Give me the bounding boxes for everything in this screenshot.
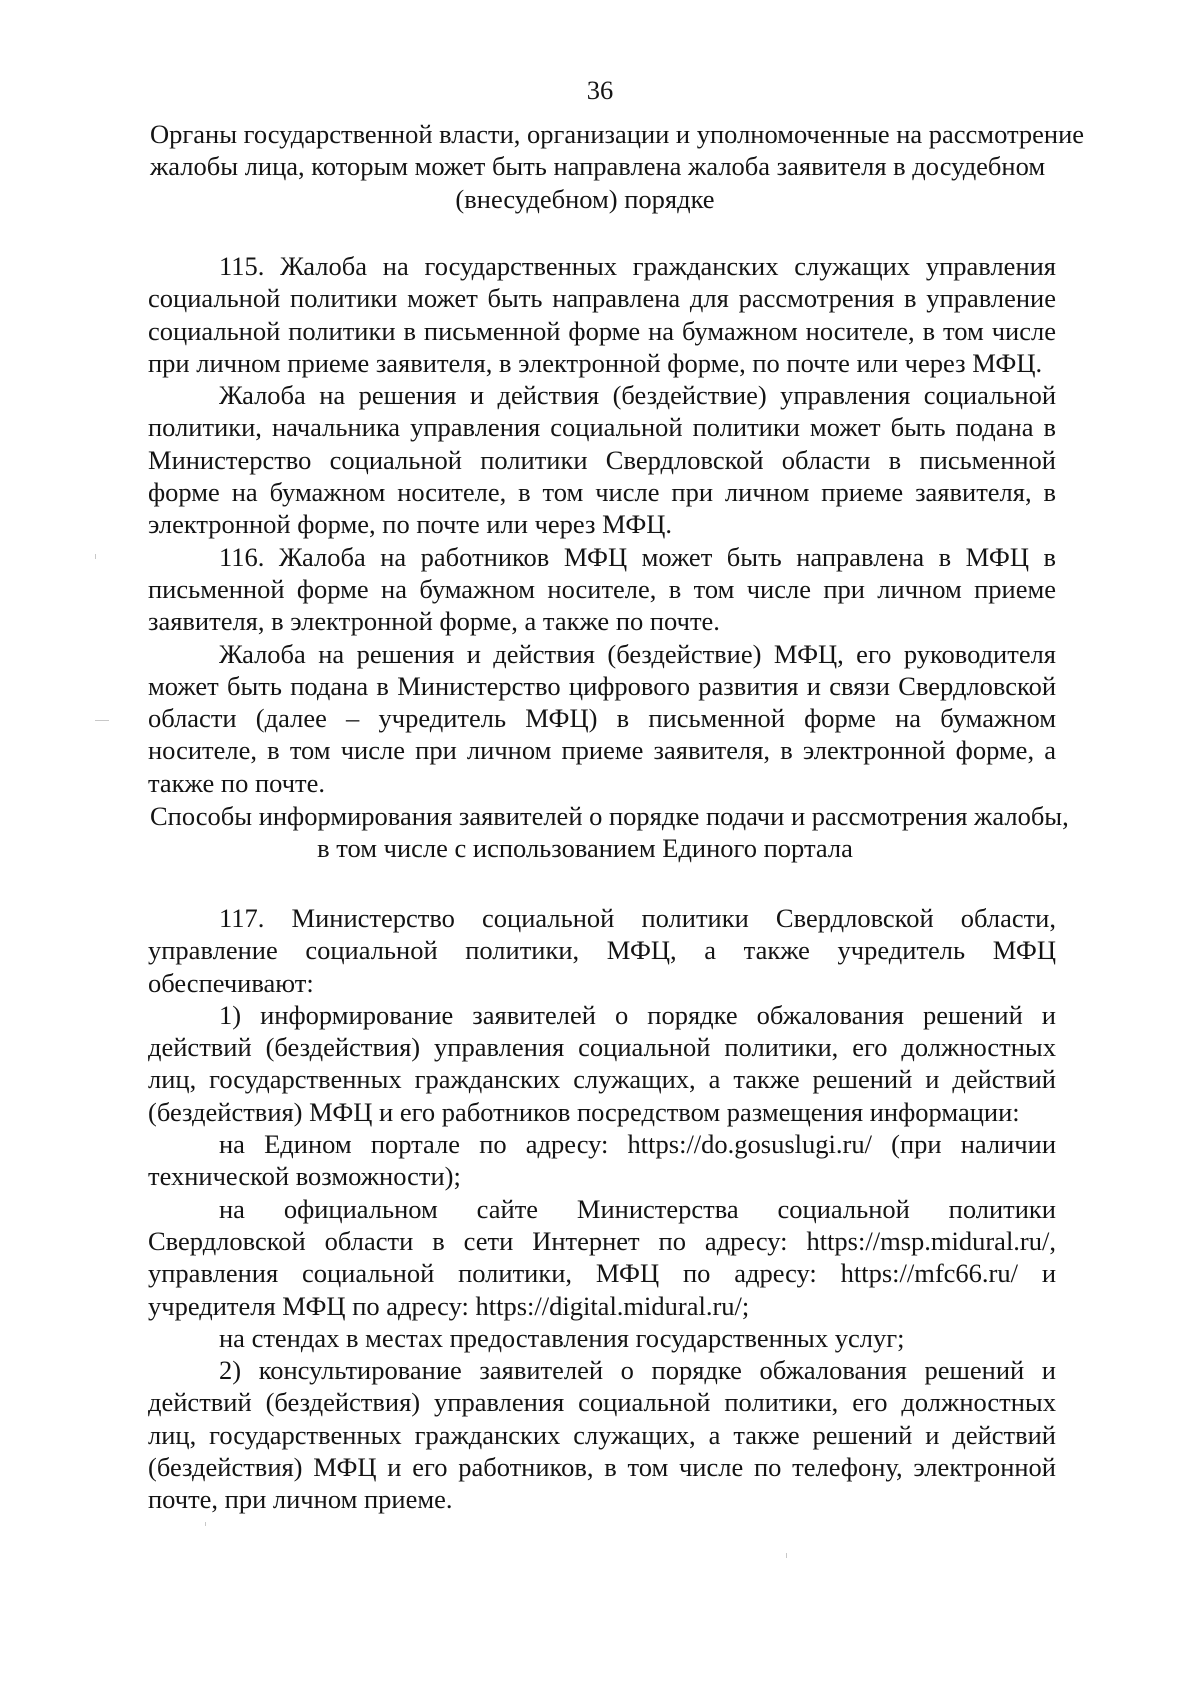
paragraph-116: 116. Жалоба на работников МФЦ может быть направлена в МФЦ в письменной форме на бумажном носителе, в том числе при личном приеме заявителя, в электронной форме, а также по почте. (148, 541, 1056, 637)
paragraph-117: 117. Министерство социальной политики Свердловской области, управление социальной политики, МФЦ, а также учредитель МФЦ обеспечивают: (148, 903, 1056, 998)
heading-line: Органы государственной власти, организации и уполномоченные на рассмотрение (150, 119, 1085, 149)
list-subitem-stands: на стендах в местах предоставления государственных услуг; (219, 1322, 905, 1353)
paragraph-116-complaint-founder: Жалоба на решения и действия (бездействие) МФЦ, его руководителя может быть подана в Министерство цифрового развития и связи Свердловской области (далее – учредитель МФЦ) в письменной форме на бумажном носителе, в том числе при личном приеме заявителя, в электронной форме, а также по почте. (148, 638, 1056, 798)
scan-artifact (95, 554, 96, 559)
heading-line: жалобы лица, которым может быть направлена жалоба заявителя в досудебном (150, 151, 1046, 182)
list-item-informing: 1) информирование заявителей о порядке обжалования решений и действий (бездействия) управления социальной политики, его должностных лиц, государственных гражданских служащих, а также решений и действий (бездействия) МФЦ и его работников посредством размещения информации: (148, 999, 1056, 1127)
list-subitem-official-sites: на официальном сайте Министерства социальной политики Свердловской области в сети Интернет по адресу: https://msp.midural.ru/, управления социальной политики, МФЦ по адресу: https://mfc66.ru/ и учредителя МФЦ по адресу: https://digital.midural.ru/; (148, 1193, 1056, 1321)
page-number: 36 (586, 75, 614, 105)
heading-line: (внесудебном) порядке (455, 183, 715, 214)
section-heading-complaint-bodies (150, 118, 1085, 215)
section-heading-informing-methods (150, 800, 1069, 865)
heading-line: Способы информирования заявителей о порядке подачи и рассмотрения жалобы, (150, 801, 1069, 831)
paragraph-115: 115. Жалоба на государственных гражданских служащих управления социальной политики может быть направлена для рассмотрения в управление социальной политики в письменной форме на бумажном носителе, в том числе при личном приеме заявителя, в электронной форме, по почте или через МФЦ. (148, 251, 1056, 378)
heading-line: в том числе с использованием Единого портала (317, 833, 853, 864)
scan-artifact (205, 1522, 206, 1526)
list-item-consulting: 2) консультирование заявителей о порядке обжалования решений и действий (бездействия) управления социальной политики, его должностных лиц, государственных гражданских служащих, а также решений и действий (бездействия) МФЦ и его работников, в том числе по телефону, электронной почте, при личном приеме. (148, 1355, 1056, 1515)
list-subitem-unified-portal: на Едином портале по адресу: https://do.gosuslugi.ru/ (при наличии технической возможности); (148, 1129, 1056, 1192)
section-body-complaint-bodies (148, 250, 1056, 799)
paragraph-115-complaint-ministry: Жалоба на решения и действия (бездействие) управления социальной политики, начальника управления социальной политики может быть подана в Министерство социальной политики Свердловской области в письменной форме на бумажном носителе, в том числе при личном приеме заявителя, в электронной форме, по почте или через МФЦ. (148, 380, 1056, 540)
scan-artifact (95, 720, 109, 721)
scan-artifact (786, 1553, 787, 1558)
section-body-informing-methods (148, 902, 1056, 1516)
